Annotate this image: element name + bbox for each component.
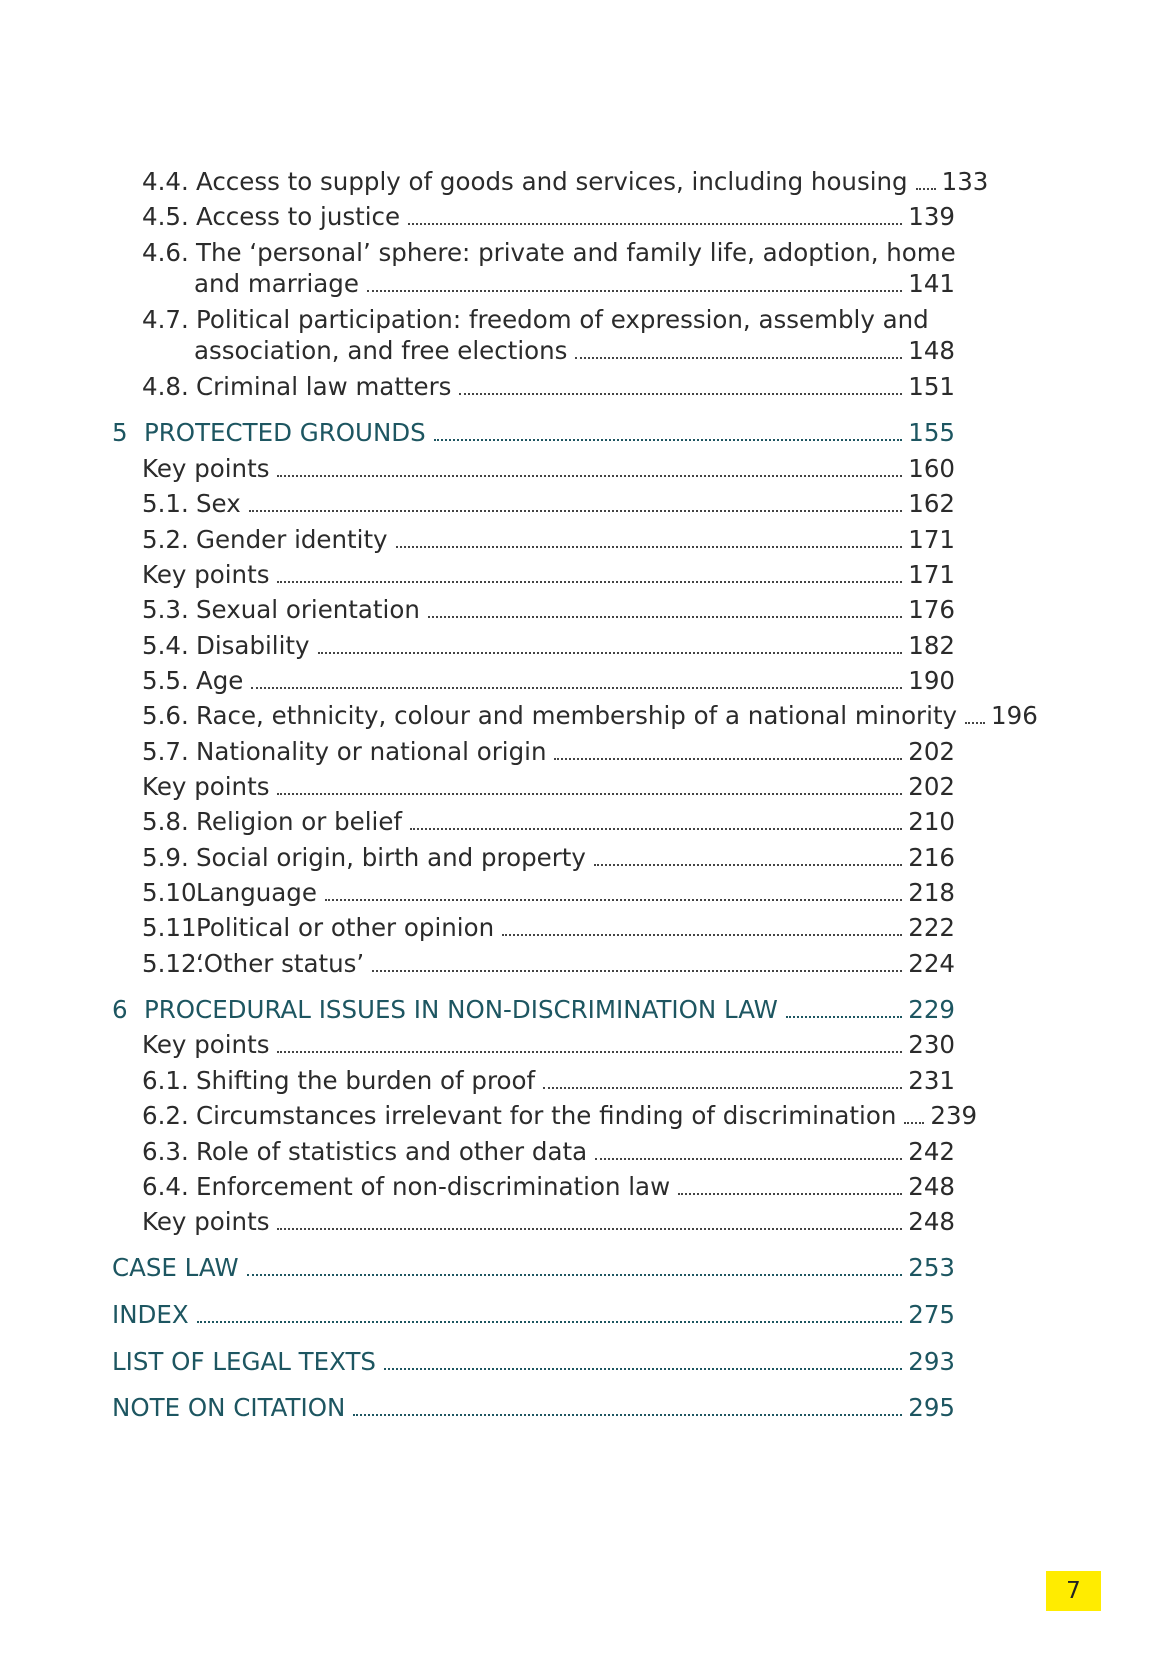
chapter-page: 253: [908, 1253, 955, 1282]
toc-entry-page: 160: [908, 454, 955, 483]
toc-entry[interactable]: [142, 594, 955, 626]
toc-entry-page: 248: [908, 1207, 955, 1236]
toc-entry-continuation-line[interactable]: [194, 268, 955, 300]
chapter-page: 295: [908, 1393, 955, 1422]
toc-entry-title: Key points: [142, 1207, 270, 1236]
toc-entry-page: 151: [908, 372, 955, 401]
dot-leader: [247, 1274, 903, 1276]
toc-entry-title: Disability: [196, 631, 310, 660]
toc-entry-page: 231: [908, 1066, 955, 1095]
toc-entry-title: Sexual orientation: [196, 595, 420, 624]
toc-chapter-entry[interactable]: [112, 417, 955, 449]
toc-entry-title: Access to supply of goods and services, including housing: [196, 167, 908, 196]
toc-entry[interactable]: [142, 630, 955, 662]
toc-entry-continuation-line[interactable]: [194, 335, 955, 367]
toc-entry[interactable]: [142, 700, 1038, 732]
toc-entry-title-continuation: and marriage: [194, 269, 359, 298]
toc-entry-title: Key points: [142, 454, 270, 483]
chapter-page: 275: [908, 1300, 955, 1329]
toc-entry-title: Gender identity: [196, 525, 388, 554]
toc-entry-title: Political participation: freedom of expression, assembly and: [196, 305, 929, 334]
toc-entry-page: 202: [908, 772, 955, 801]
toc-entry-title: Religion or belief: [196, 807, 403, 836]
dot-leader: [372, 970, 902, 972]
toc-entry-title: Sex: [196, 489, 241, 518]
chapter-title: LIST OF LEGAL TEXTS: [112, 1347, 376, 1376]
dot-leader: [249, 510, 903, 512]
toc-entry-number: 5.2.: [142, 525, 189, 554]
toc-entry-title: Criminal law matters: [196, 372, 452, 401]
chapter-title: PROCEDURAL ISSUES IN NON-DISCRIMINATION LAW: [144, 995, 778, 1024]
toc-key-points-entry[interactable]: [142, 453, 955, 485]
toc-entry-title: The ‘personal’ sphere: private and family life, adoption, home: [196, 238, 956, 267]
toc-entry-title: Shifting the burden of proof: [196, 1066, 536, 1095]
toc-entry-number: 5.4.: [142, 631, 189, 660]
toc-key-points-entry[interactable]: [142, 559, 955, 591]
toc-entry-page: 133: [941, 167, 989, 196]
toc-entry[interactable]: [142, 1171, 955, 1203]
toc-entry-page: 148: [908, 336, 955, 365]
toc-entry-page: 182: [908, 631, 955, 660]
toc-entry[interactable]: [142, 488, 955, 520]
dot-leader: [575, 357, 902, 359]
toc-entry[interactable]: [142, 736, 955, 768]
toc-entry-page: 141: [908, 269, 955, 298]
toc-entry-number: 5.1.: [142, 489, 189, 518]
toc-entry[interactable]: [142, 371, 955, 403]
dot-leader: [543, 1087, 902, 1089]
chapter-title: INDEX: [112, 1300, 189, 1329]
toc-entry-title: Enforcement of non-discrimination law: [196, 1172, 671, 1201]
dot-leader: [678, 1193, 902, 1195]
page-number-badge: [1046, 1571, 1101, 1611]
toc-entry-number: 5.10.: [142, 878, 205, 907]
toc-entry-title: ‘Other status’: [196, 949, 365, 978]
toc-entry-number: 6.2.: [142, 1101, 189, 1130]
dot-leader: [594, 864, 902, 866]
dot-leader: [408, 223, 902, 225]
chapter-title: PROTECTED GROUNDS: [144, 418, 426, 447]
dot-leader: [916, 188, 936, 190]
toc-entry-title: Language: [196, 878, 317, 907]
toc-entry-page: 162: [908, 489, 955, 518]
toc-chapter-entry[interactable]: [112, 994, 955, 1026]
toc-key-points-entry[interactable]: [142, 1029, 955, 1061]
toc-entry-page: 196: [991, 701, 1038, 730]
chapter-page: 293: [908, 1347, 955, 1376]
toc-entry[interactable]: [142, 304, 955, 336]
toc-entry-page: 171: [908, 525, 955, 554]
chapter-title: CASE LAW: [112, 1253, 239, 1282]
dot-leader: [277, 581, 902, 583]
toc-entry-number: 4.4.: [142, 167, 189, 196]
toc-entry-page: 239: [930, 1101, 978, 1130]
toc-chapter-entry[interactable]: [112, 1346, 955, 1378]
toc-entry[interactable]: [142, 842, 955, 874]
toc-key-points-entry[interactable]: [142, 771, 955, 803]
dot-leader: [965, 722, 985, 724]
dot-leader: [384, 1368, 902, 1370]
toc-entry-number: 6.3.: [142, 1137, 189, 1166]
toc-chapter-entry[interactable]: [112, 1299, 955, 1331]
toc-entry-page: 210: [908, 807, 955, 836]
toc-entry-number: 4.6.: [142, 238, 189, 267]
toc-chapter-entry[interactable]: [112, 1252, 955, 1284]
toc-entry-title: Race, ethnicity, colour and membership of a national minority: [196, 701, 958, 730]
toc-entry-number: 4.5.: [142, 202, 189, 231]
page-number: 7: [1066, 1578, 1081, 1604]
dot-leader: [277, 1228, 902, 1230]
toc-entry[interactable]: [142, 1100, 978, 1132]
dot-leader: [428, 616, 902, 618]
toc-entry-page: 190: [908, 666, 955, 695]
toc-entry-number: 5.8.: [142, 807, 189, 836]
toc-entry-page: 139: [908, 202, 955, 231]
dot-leader: [904, 1122, 924, 1124]
toc-entry-page: 222: [908, 913, 955, 942]
toc-entry-page: 216: [908, 843, 955, 872]
dot-leader: [325, 899, 902, 901]
dot-leader: [318, 652, 903, 654]
dot-leader: [197, 1321, 903, 1323]
toc-entry-page: 176: [908, 595, 955, 624]
toc-entry[interactable]: [142, 948, 955, 980]
toc-chapter-entry[interactable]: [112, 1392, 955, 1424]
toc-entry-page: 171: [908, 560, 955, 589]
dot-leader: [459, 393, 902, 395]
toc-entry-page: 224: [908, 949, 955, 978]
toc-entry-number: 5.3.: [142, 595, 189, 624]
dot-leader: [396, 546, 903, 548]
chapter-title: NOTE ON CITATION: [112, 1393, 346, 1422]
toc-entry-number: 5.12.: [142, 949, 205, 978]
toc-entry-number: 5.6.: [142, 701, 189, 730]
dot-leader: [367, 290, 902, 292]
chapter-page: 155: [908, 418, 955, 447]
toc-entry[interactable]: [142, 1136, 955, 1168]
toc-entry-page: 230: [908, 1030, 955, 1059]
dot-leader: [353, 1414, 902, 1416]
toc-entry-title: Circumstances irrelevant for the finding of discrimination: [196, 1101, 897, 1130]
toc-entry-number: 5.11.: [142, 913, 205, 942]
toc-entry[interactable]: [142, 201, 955, 233]
toc-entry-page: 248: [908, 1172, 955, 1201]
toc-entry-number: 4.7.: [142, 305, 189, 334]
toc-entry[interactable]: [142, 806, 955, 838]
dot-leader: [434, 439, 903, 441]
toc-entry-title-continuation: association, and free elections: [194, 336, 568, 365]
dot-leader: [502, 934, 902, 936]
toc-key-points-entry[interactable]: [142, 1206, 955, 1238]
chapter-number: 6: [112, 995, 128, 1024]
dot-leader: [277, 475, 902, 477]
dot-leader: [277, 793, 902, 795]
toc-entry-page: 218: [908, 878, 955, 907]
chapter-number: 5: [112, 418, 128, 447]
dot-leader: [277, 1051, 902, 1053]
toc-entry-title: Age: [196, 666, 244, 695]
toc-entry-title: Role of statistics and other data: [196, 1137, 588, 1166]
toc-entry-title: Key points: [142, 772, 270, 801]
toc-entry-title: Social origin, birth and property: [196, 843, 586, 872]
toc-entry-title: Access to justice: [196, 202, 401, 231]
toc-entry-title: Key points: [142, 1030, 270, 1059]
dot-leader: [554, 758, 902, 760]
toc-entry-number: 5.7.: [142, 737, 189, 766]
toc-entry-title: Nationality or national origin: [196, 737, 547, 766]
toc-entry-number: 6.1.: [142, 1066, 189, 1095]
toc-entry[interactable]: [142, 912, 955, 944]
toc-entry-title: Key points: [142, 560, 270, 589]
toc-entry-number: 4.8.: [142, 372, 189, 401]
dot-leader: [251, 687, 902, 689]
toc-entry-number: 5.5.: [142, 666, 189, 695]
toc-entry[interactable]: [142, 877, 955, 909]
toc-entry[interactable]: [142, 1065, 955, 1097]
toc-entry-page: 242: [908, 1137, 955, 1166]
toc-entry[interactable]: [142, 237, 955, 269]
dot-leader: [595, 1158, 902, 1160]
toc-entry-number: 6.4.: [142, 1172, 189, 1201]
dot-leader: [786, 1016, 902, 1018]
toc-entry-number: 5.9.: [142, 843, 189, 872]
toc-entry[interactable]: [142, 524, 955, 556]
toc-entry[interactable]: [142, 166, 989, 198]
dot-leader: [410, 828, 902, 830]
toc-entry-page: 202: [908, 737, 955, 766]
toc-entry[interactable]: [142, 665, 955, 697]
chapter-page: 229: [908, 995, 955, 1024]
toc-entry-title: Political or other opinion: [196, 913, 495, 942]
